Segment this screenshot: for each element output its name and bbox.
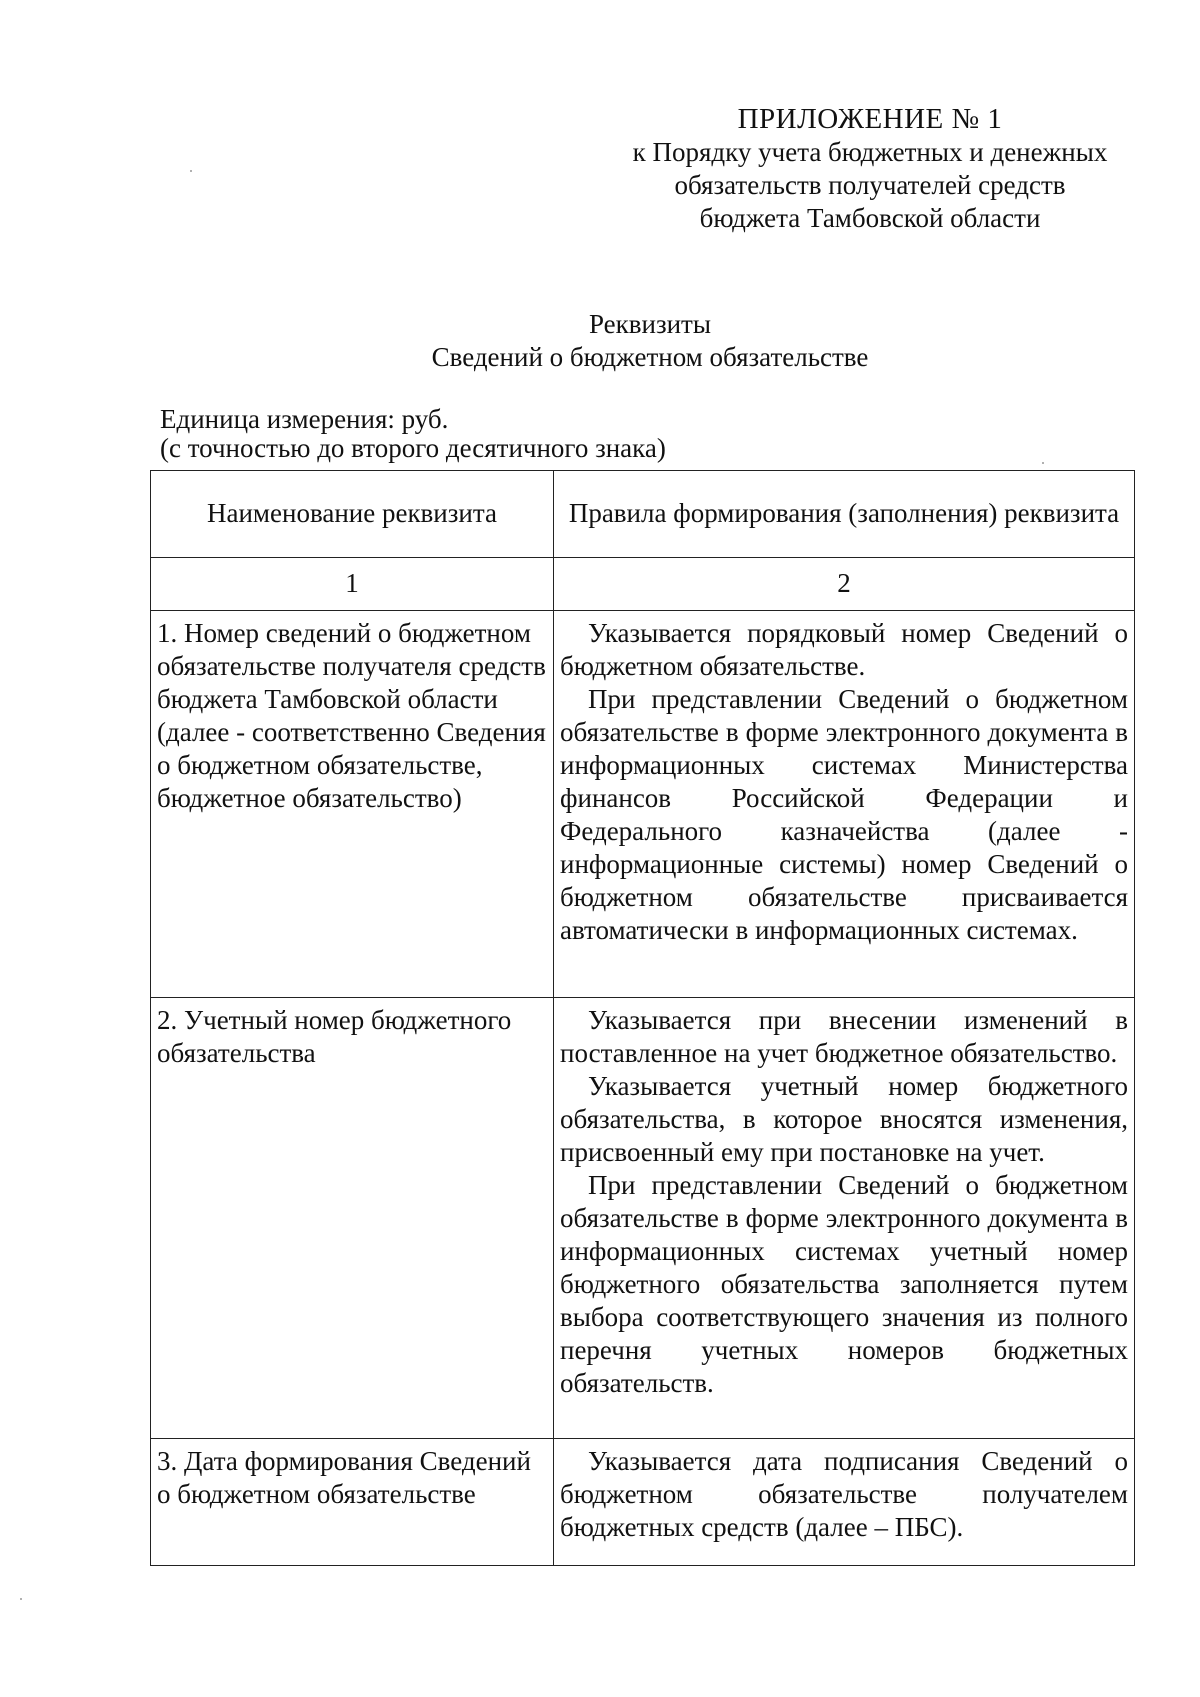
unit-line-1: Единица измерения: руб. — [160, 404, 449, 434]
appendix-line-2: обязательств получателей средств — [674, 170, 1066, 200]
column-number-1: 1 — [151, 558, 554, 611]
requisite-name: 2. Учетный номер бюджетного обязательства — [151, 998, 554, 1439]
table-row — [151, 998, 1135, 1439]
table-header-row — [151, 471, 1135, 558]
requisites-table — [150, 470, 1135, 1566]
header-rules: Правила формирования (заполнения) реквизита — [554, 471, 1135, 558]
requisite-name: 1. Номер сведений о бюджетном обязательстве получателя средств бюджета Тамбовской области (далее - соответственно Сведения о бюджетном обязательстве, бюджетное обязательство) — [151, 611, 554, 998]
heading-line-1: Реквизиты — [588, 309, 711, 339]
document-heading — [300, 308, 1000, 374]
requisite-rules — [554, 1439, 1135, 1566]
unit-line-2: (с точностью до второго десятичного знака) — [160, 433, 666, 463]
scan-speck — [20, 1598, 22, 1600]
scan-speck — [1042, 462, 1044, 464]
appendix-line-1: к Порядку учета бюджетных и денежных — [632, 137, 1108, 167]
column-number-row — [151, 558, 1135, 611]
rule-paragraph: Указывается при внесении изменений в поставленное на учет бюджетное обязательство. — [560, 1005, 1128, 1068]
rule-paragraph: При представлении Сведений о бюджетном обязательстве в форме электронного документа в информационных системах Министерства финансов Российской Федерации и Федерального казначейства (далее - информационные системы) номер Сведений о бюджетном обязательстве присваивается автоматически в информационных системах. — [560, 684, 1128, 945]
rule-paragraph: При представлении Сведений о бюджетном обязательстве в форме электронного документа в информационных системах учетный номер бюджетного обязательства заполняется путем выбора соответствующего значения из полного перечня учетных номеров бюджетных обязательств. — [560, 1170, 1128, 1398]
appendix-block — [600, 103, 1140, 235]
requisite-rules — [554, 998, 1135, 1439]
rule-paragraph: Указывается учетный номер бюджетного обязательства, в которое вносятся изменения, присвоенный ему при постановке на учет. — [560, 1071, 1128, 1167]
scan-speck — [190, 170, 192, 172]
unit-note — [160, 405, 666, 463]
column-number-2: 2 — [554, 558, 1135, 611]
rule-paragraph: Указывается дата подписания Сведений о бюджетном обязательстве получателем бюджетных средств (далее – ПБС). — [560, 1446, 1128, 1542]
requisite-rules — [554, 611, 1135, 998]
table-row — [151, 611, 1135, 998]
appendix-title: ПРИЛОЖЕНИЕ № 1 — [737, 103, 1003, 135]
appendix-line-3: бюджета Тамбовской области — [699, 203, 1041, 233]
heading-line-2: Сведений о бюджетном обязательстве — [431, 342, 869, 372]
requisite-name: 3. Дата формирования Сведений о бюджетном обязательстве — [151, 1439, 554, 1566]
rule-paragraph: Указывается порядковый номер Сведений о бюджетном обязательстве. — [560, 618, 1128, 681]
table-row — [151, 1439, 1135, 1566]
header-name: Наименование реквизита — [151, 471, 554, 558]
